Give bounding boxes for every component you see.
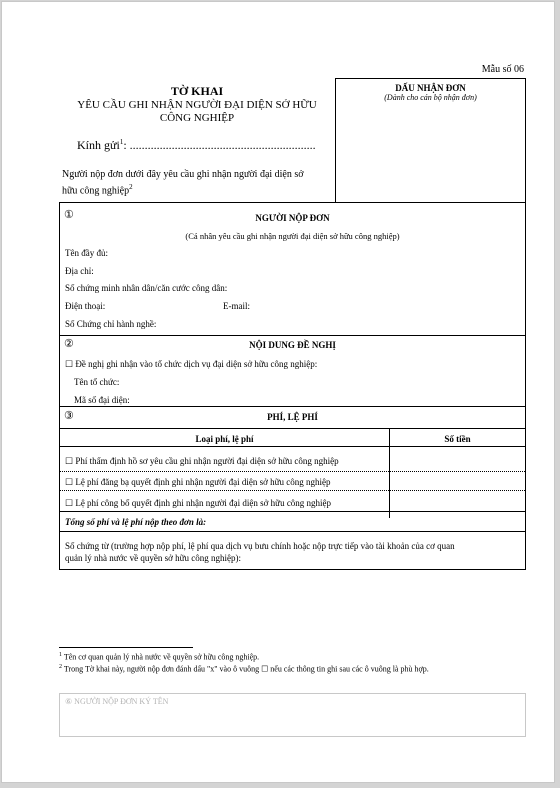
- row-divider: [60, 471, 525, 472]
- footnote-1-mark: 1: [59, 652, 62, 658]
- footnote-separator: [59, 647, 193, 648]
- receipt-line-2: quản lý nhà nước về quyền sở hữu công nghiệp):: [65, 553, 241, 563]
- row-divider: [60, 490, 525, 491]
- footnote-2: [59, 664, 429, 674]
- field-agent-code[interactable]: Mã số đại diện:: [74, 395, 130, 405]
- col-header-amount: Số tiền: [444, 434, 471, 444]
- fee-total: Tổng số phí và lệ phí nộp theo đơn là:: [65, 517, 207, 527]
- document-page: [1, 1, 555, 783]
- intro-line-2: hữu công nghiệp: [62, 185, 130, 197]
- form-subtitle: [62, 99, 332, 125]
- col-header-fee-type: Loại phí, lệ phí: [195, 434, 254, 444]
- section1-note: (Cá nhân yêu cầu ghi nhận người đại diện sở hữu công nghiệp): [185, 231, 400, 241]
- footnote-2-mark: 2: [59, 664, 62, 670]
- footnote-1: [59, 652, 259, 662]
- recipient-footnote-mark: 1: [119, 138, 124, 146]
- main-form-table: [59, 202, 526, 570]
- form-title: TỜ KHAI: [170, 84, 224, 98]
- divider: [60, 428, 525, 429]
- field-certificate[interactable]: Số Chứng chỉ hành nghề:: [65, 319, 157, 329]
- receipt-line-1: Số chứng từ (trường hợp nộp phí, lệ phí qua dịch vụ bưu chính hoặc nộp trực tiếp vào tài khoản của cơ quan: [65, 541, 455, 551]
- signature-box[interactable]: [59, 693, 526, 737]
- signature-label: ⑥ NGƯỜI NỘP ĐƠN KÝ TÊN: [65, 697, 169, 706]
- footnote-2-text: Trong Tờ khai này, người nộp đơn đánh dấu "x" vào ô vuông ☐ nếu các thông tin ghi sau các ô vuông là phù hợp.: [62, 664, 429, 674]
- field-id-number[interactable]: Số chứng minh nhân dân/căn cước công dân:: [65, 283, 228, 293]
- stamp-subtitle: (Dành cho cán bộ nhận đơn): [384, 93, 477, 102]
- divider: [60, 406, 525, 407]
- fee-row-3[interactable]: ☐ Lệ phí công bố quyết định ghi nhận người đại diện sở hữu công nghiệp: [65, 498, 332, 508]
- section1-title: NGƯỜI NỘP ĐƠN: [255, 213, 330, 223]
- section2-checkbox[interactable]: ☐ Đề nghị ghi nhận vào tổ chức dịch vụ đại diện sở hữu công nghiệp:: [65, 359, 318, 369]
- divider: [60, 531, 525, 532]
- fee-row-2[interactable]: ☐ Lệ phí đăng bạ quyết định ghi nhận người đại diện sở hữu công nghiệp: [65, 477, 331, 487]
- form-number: Mẫu số 06: [481, 64, 524, 75]
- divider: [60, 335, 525, 336]
- recipient-label: Kính gửi: [77, 138, 120, 152]
- field-phone[interactable]: Điện thoại:: [65, 301, 106, 311]
- footnote-1-text: Tên cơ quan quản lý nhà nước về quyền sở hữu công nghiệp.: [62, 652, 260, 662]
- receipt-number[interactable]: [65, 540, 520, 564]
- subtitle-line-1: YÊU CẦU GHI NHẬN NGƯỜI ĐẠI DIỆN SỞ HỮU: [77, 99, 317, 111]
- section2-number: ②: [64, 338, 74, 350]
- recipient-dots: : ..............................................................: [123, 138, 316, 152]
- stamp-title: DẤU NHẬN ĐƠN: [395, 83, 466, 93]
- subtitle-line-2: CÔNG NGHIỆP: [159, 112, 235, 124]
- field-full-name[interactable]: Tên đầy đủ:: [65, 248, 108, 258]
- divider: [60, 446, 525, 447]
- intro-footnote-mark: 2: [129, 183, 133, 191]
- field-org-name[interactable]: Tên tổ chức:: [74, 377, 120, 387]
- divider: [60, 511, 525, 512]
- intro-line-1: Người nộp đơn dưới đây yêu cầu ghi nhận người đại diện sở: [62, 169, 304, 180]
- field-address[interactable]: Địa chỉ:: [65, 266, 94, 276]
- field-email[interactable]: E-mail:: [223, 301, 250, 311]
- section2-title: NỘI DUNG ĐỀ NGHỊ: [249, 340, 336, 350]
- intro-text: [62, 168, 337, 197]
- fee-row-1[interactable]: ☐ Phí thẩm định hồ sơ yêu cầu ghi nhận người đại diện sở hữu công nghiệp: [65, 456, 339, 466]
- section1-number: ①: [64, 209, 74, 221]
- section3-title: PHÍ, LỆ PHÍ: [267, 412, 318, 422]
- recipient-line: [77, 138, 316, 153]
- section3-number: ③: [64, 410, 74, 422]
- stamp-box: [335, 78, 526, 203]
